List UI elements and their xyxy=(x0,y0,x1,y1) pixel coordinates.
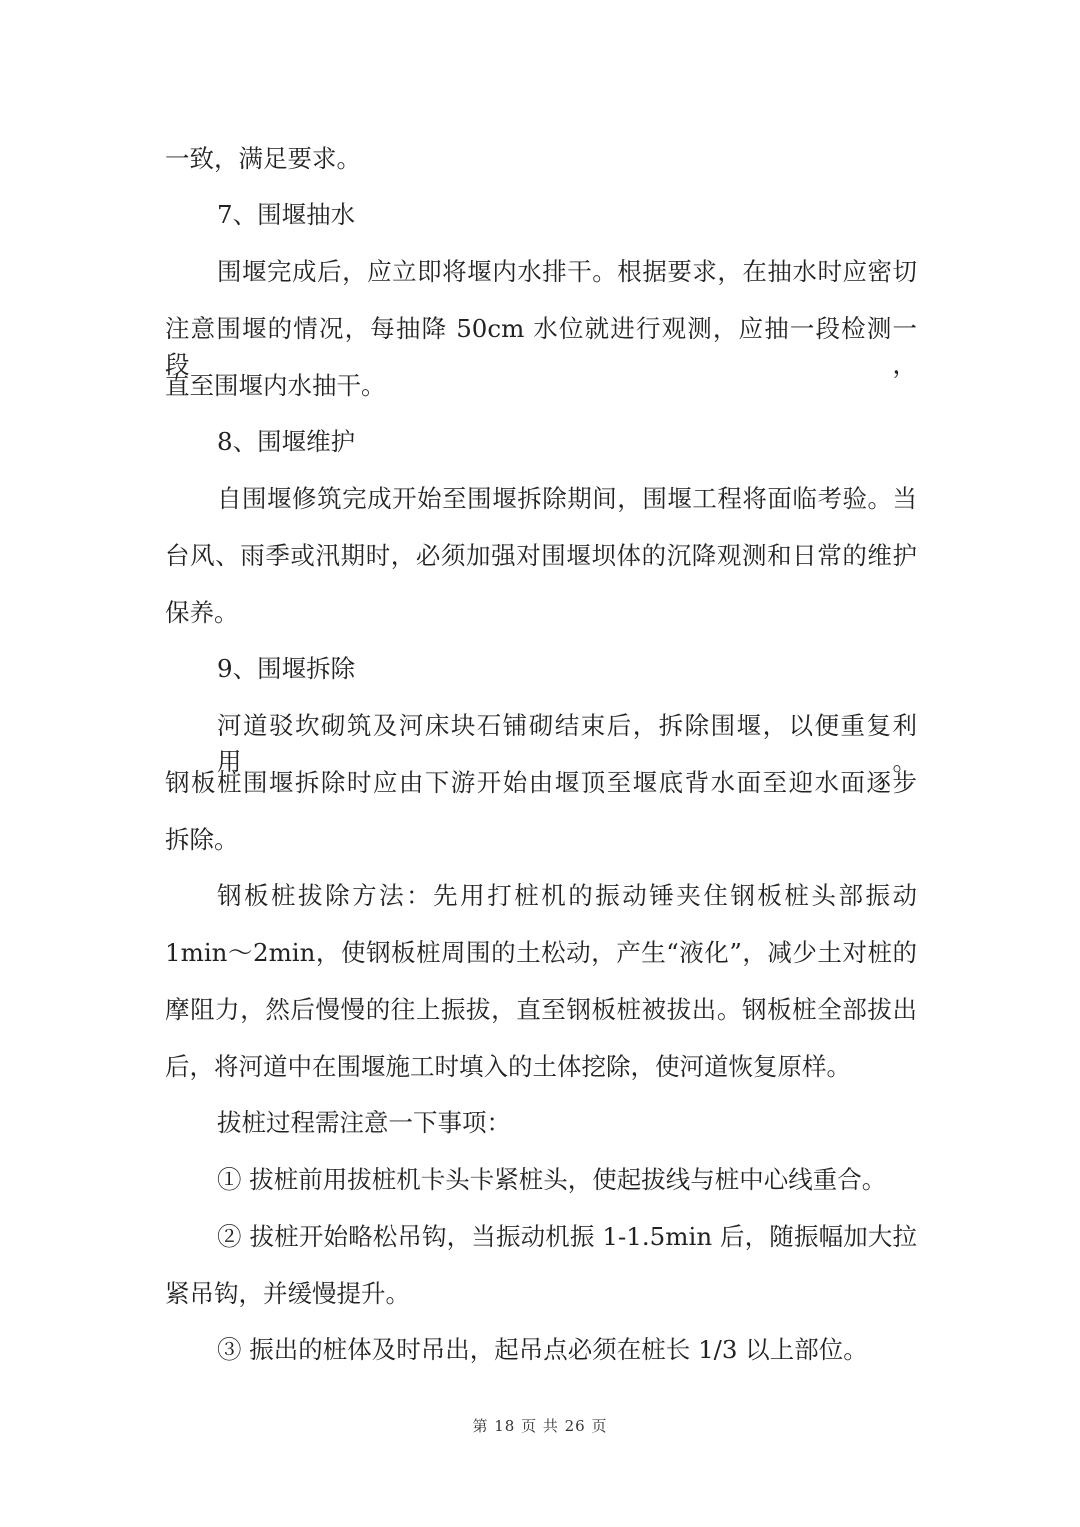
text-line: 一致，满足要求。 xyxy=(165,144,361,173)
text-line: 直至围堰内水抽干。 xyxy=(165,371,386,400)
text-line: 后，将河道中在围堰施工时填入的土体挖除，使河道恢复原样。 xyxy=(165,1052,851,1081)
list-item-1: ① 拔桩前用拔桩机卡头卡紧桩头，使起拔线与桩中心线重合。 xyxy=(217,1165,887,1194)
section-heading-7: 7、围堰抽水 xyxy=(217,200,356,229)
text-line: 1min～2min，使钢板桩周围的土松动，产生“液化”，减少土对桩的 xyxy=(165,938,917,967)
text-line: 摩阻力，然后慢慢的往上振拔，直至钢板桩被拔出。钢板桩全部拔出 xyxy=(165,995,917,1024)
list-item-3: ③ 振出的桩体及时吊出，起吊点必须在桩长 1/3 以上部位。 xyxy=(217,1335,868,1364)
section-heading-9: 9、围堰拆除 xyxy=(217,654,356,683)
section-heading-8: 8、围堰维护 xyxy=(217,427,356,456)
text-line: 紧吊钩，并缓慢提升。 xyxy=(165,1279,410,1308)
text-line: 拔桩过程需注意一下事项： xyxy=(217,1108,511,1137)
text-line: 注意围堰的情况，每抽降 50cm 水位就进行观测，应抽一段检测一段， xyxy=(165,314,917,379)
text-line: 钢板桩拔除方法：先用打桩机的振动锤夹住钢板桩头部振动 xyxy=(217,881,917,910)
text-line: 河道驳坎砌筑及河床块石铺砌结束后，拆除围堰，以便重复利用。 xyxy=(217,711,917,776)
text-line: 自围堰修筑完成开始至围堰拆除期间，围堰工程将面临考验。当 xyxy=(217,484,917,513)
text-line: 围堰完成后，应立即将堰内水排干。根据要求，在抽水时应密切 xyxy=(217,257,917,286)
list-item-2: ② 拔桩开始略松吊钩，当振动机振 1-1.5min 后，随振幅加大拉 xyxy=(217,1222,917,1251)
text-line: 保养。 xyxy=(165,598,239,627)
page-footer: 第 18 页 共 26 页 xyxy=(472,1417,608,1435)
text-line: 拆除。 xyxy=(165,825,239,854)
text-line: 台风、雨季或汛期时，必须加强对围堰坝体的沉降观测和日常的维护 xyxy=(165,541,917,570)
text-line: 钢板桩围堰拆除时应由下游开始由堰顶至堰底背水面至迎水面逐步 xyxy=(165,768,917,797)
